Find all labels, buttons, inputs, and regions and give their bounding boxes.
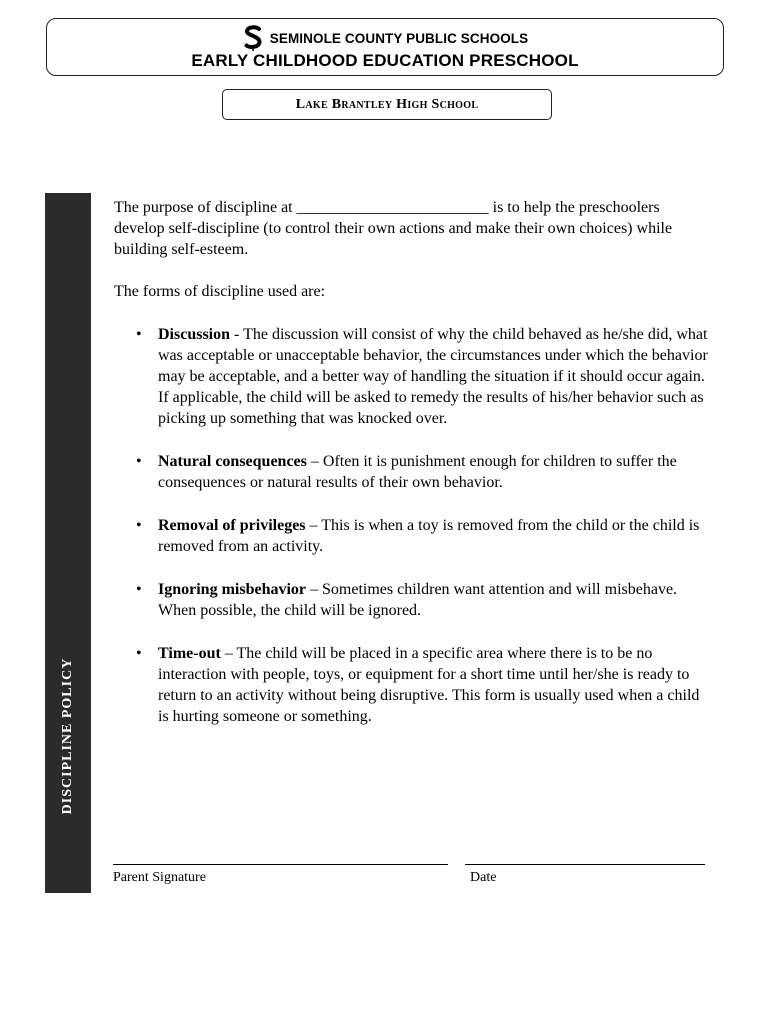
signature-area xyxy=(113,864,705,894)
form-term: Ignoring misbehavior xyxy=(158,581,307,598)
purpose-paragraph: The purpose of discipline at ________________________ is to help the preschoolers develop self-discipline (to control their own actions and make their own choices) while building self-esteem. xyxy=(114,199,673,258)
parent-signature-line[interactable] xyxy=(113,864,448,865)
list-item xyxy=(114,324,714,429)
bullet-icon: • xyxy=(136,326,142,343)
forms-list xyxy=(114,324,714,727)
list-item xyxy=(114,451,714,493)
form-description: – This is when a toy is removed from the child or the child is removed from an activity. xyxy=(158,517,700,555)
list-item xyxy=(114,643,714,727)
district-s-logo-icon xyxy=(242,25,264,51)
form-term: Discussion xyxy=(158,326,231,343)
list-item xyxy=(114,515,714,557)
form-description: – Sometimes children want attention and will misbehave. When possible, the child will be ignored. xyxy=(158,581,678,619)
bullet-icon: • xyxy=(136,645,142,662)
side-bar xyxy=(45,193,91,893)
program-title: EARLY CHILDHOOD EDUCATION PRESCHOOL xyxy=(191,51,579,70)
form-term: Removal of privileges xyxy=(158,517,306,534)
list-item xyxy=(114,579,714,621)
parent-signature-label: Parent Signature xyxy=(113,870,206,885)
form-term: Time-out xyxy=(158,645,221,662)
form-description: – The child will be placed in a specific area where there is to be no interaction with people, toys, or equipment for a short time until her/she is ready to return to an activity without being disruptive. This form is usually used when a child is hurting someone or something. xyxy=(158,645,700,725)
forms-intro: The forms of discipline used are: xyxy=(114,283,326,300)
date-line[interactable] xyxy=(465,864,705,865)
school-name: Lake Brantley High School xyxy=(295,96,479,112)
bullet-icon: • xyxy=(136,517,142,534)
school-name-box xyxy=(222,89,552,120)
district-row xyxy=(47,25,723,51)
bullet-icon: • xyxy=(136,453,142,470)
policy-content xyxy=(114,197,714,749)
form-description: – Often it is punishment enough for children to suffer the consequences or natural results of their own behavior. xyxy=(158,453,677,491)
side-label: DISCIPLINE POLICY xyxy=(60,657,75,815)
form-term: Natural consequences xyxy=(158,453,307,470)
bullet-icon: • xyxy=(136,581,142,598)
district-name: SEMINOLE COUNTY PUBLIC SCHOOLS xyxy=(269,30,529,46)
form-description: - The discussion will consist of why the child behaved as he/she did, what was acceptable or unacceptable behavior, the circumstances under which the behavior may be acceptable, and a better way of handling the situation if it should occur again. If applicable, the child will be asked to remedy the results of his/her behavior such as picking up something that was knocked over. xyxy=(158,326,708,427)
date-label: Date xyxy=(470,870,497,885)
header-box xyxy=(46,18,724,76)
